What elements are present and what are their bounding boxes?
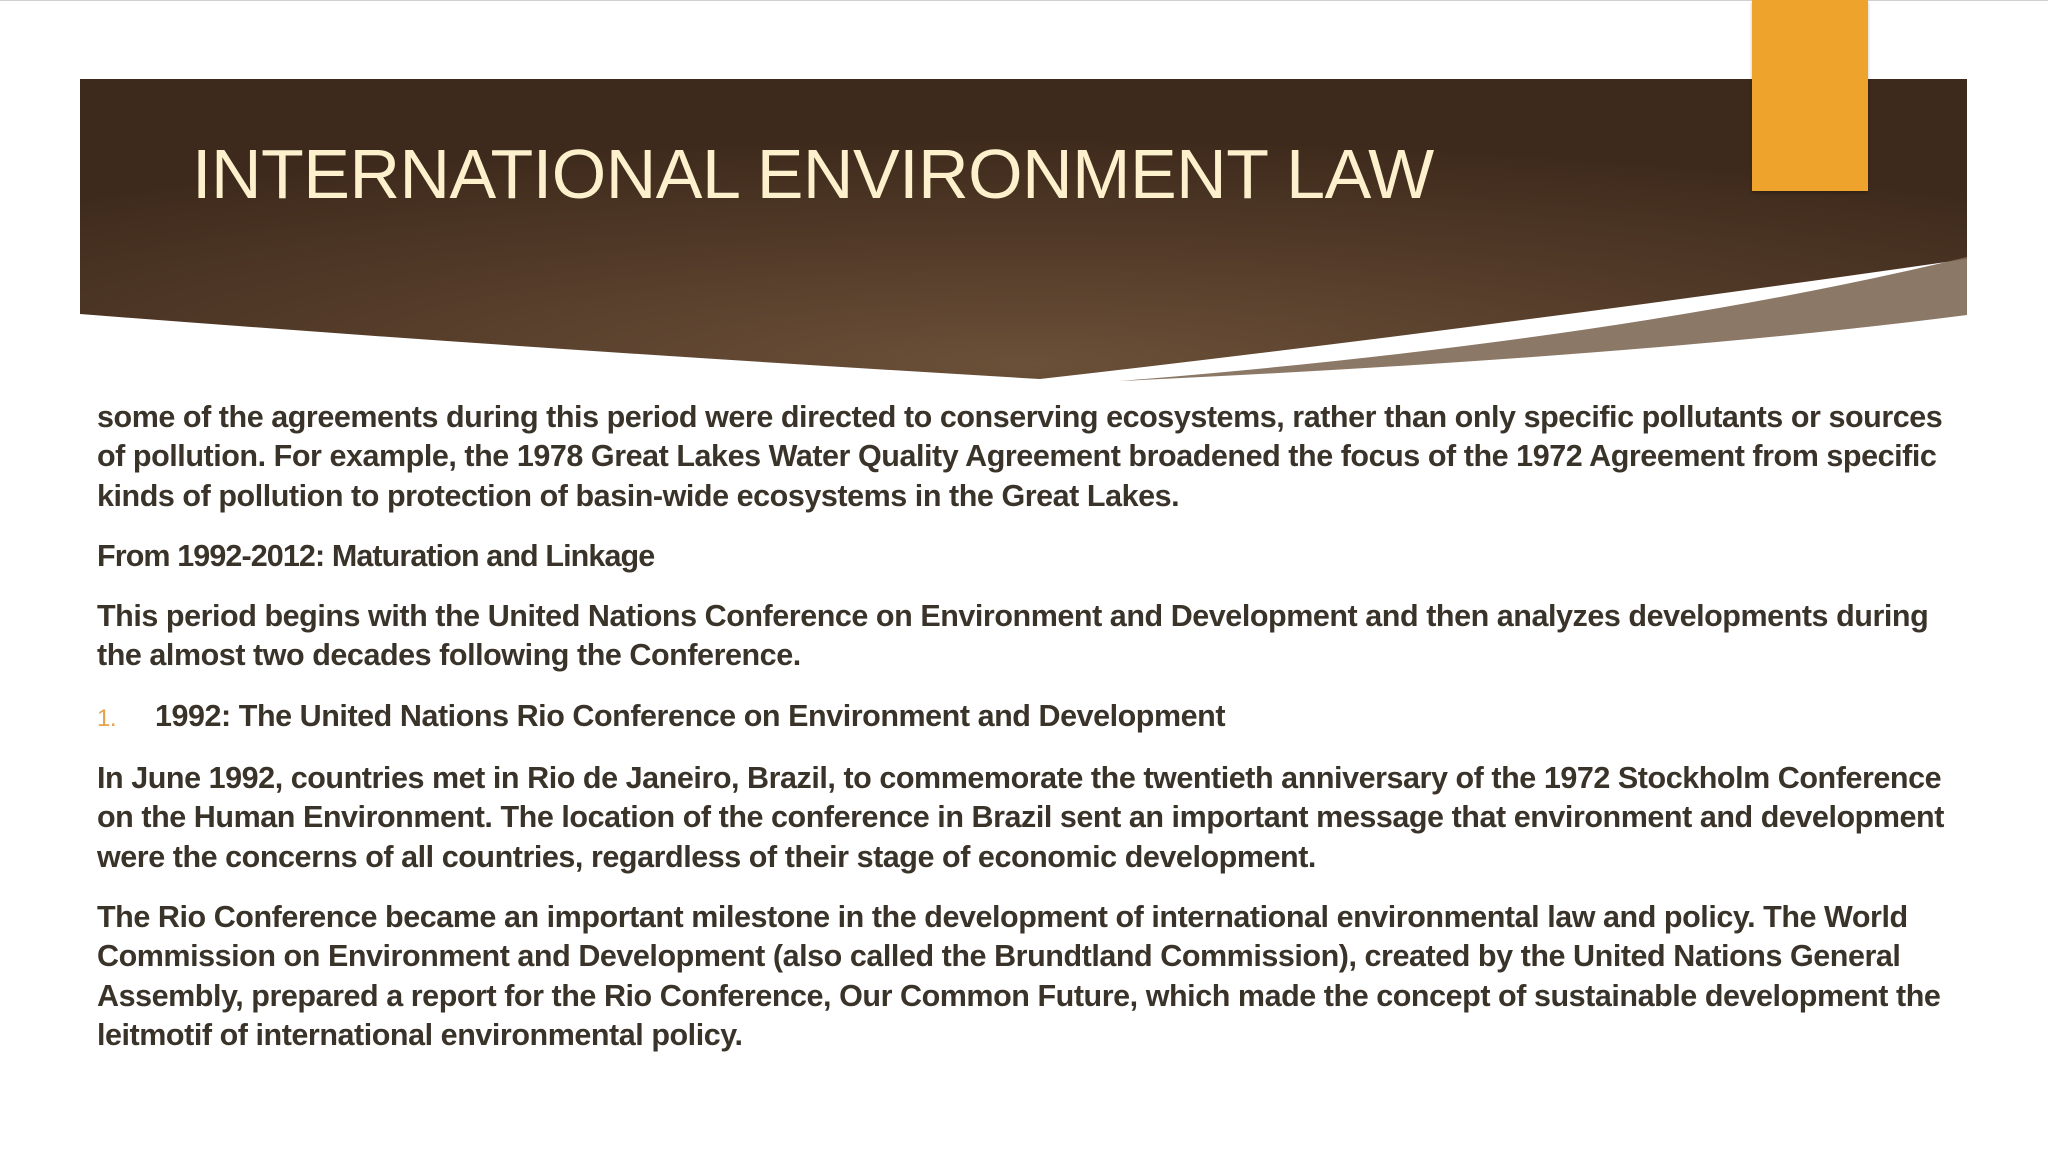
- banner-shape: [80, 79, 1967, 381]
- slide-body: [97, 398, 1957, 1076]
- slide-title: INTERNATIONAL ENVIRONMENT LAW: [192, 135, 1434, 213]
- june-paragraph: In June 1992, countries met in Rio de Janeiro, Brazil, to commemorate the twentieth anniversary of the 1972 Stockholm Conference on the Human Environment. The location of the conference in Brazil sent an important message that environment and development were the concerns of all countries, regardless of their stage of economic development.: [97, 761, 1944, 874]
- title-banner: [80, 79, 1967, 381]
- intro-paragraph: some of the agreements during this period were directed to conserving ecosystems, rather than only specific pollutants or sources of pollution. For example, the 1978 Great Lakes Water Quality Agreement broadened the focus of the 1972 Agreement from specific kinds of pollution to protection of basin-wide ecosystems in the Great Lakes.: [97, 400, 1943, 513]
- list-item-text: 1992: The United Nations Rio Conference on Environment and Development: [155, 698, 1226, 733]
- list-item: [97, 697, 1957, 738]
- rio-paragraph: The Rio Conference became an important milestone in the development of international environmental law and policy. The World Commission on Environment and Development (also called the Brundtland Commission), created by the United Nations General Assembly, prepared a report for the Rio Conference, Our Common Future, which made the concept of sustainable development the leitmotif of international environmental policy.: [97, 899, 1941, 1052]
- accent-tab: [1752, 0, 1868, 191]
- period-paragraph: This period begins with the United Nations Conference on Environment and Development and then analyzes developments during the almost two decades following the Conference.: [97, 599, 1929, 673]
- section-heading: From 1992-2012: Maturation and Linkage: [97, 538, 655, 573]
- list-number: 1.: [97, 704, 117, 732]
- top-rule: [0, 0, 2048, 1]
